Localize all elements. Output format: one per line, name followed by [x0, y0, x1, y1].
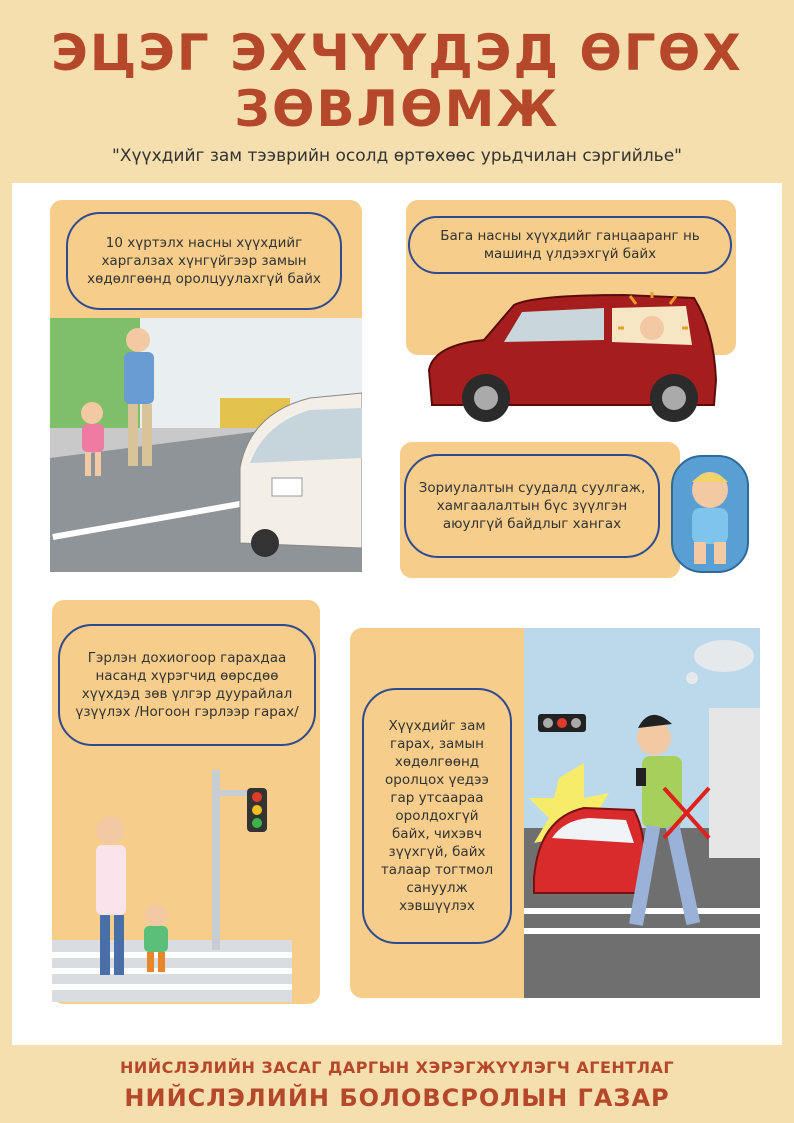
- poster-title-line2: ЗӨВЛӨМЖ: [234, 80, 560, 138]
- illustration-child-car-seat: [666, 450, 754, 578]
- poster-subtitle: "Хүүхдийг зам тээврийн осолд өртөхөөс урьдчилан сэргийлье": [112, 146, 682, 166]
- tip-bubble-1: 10 хүртэлх насны хүүхдийг харгалзах хүнгүйгээр замын хөдөлгөөнд оролцуулахгүй байх: [66, 212, 342, 310]
- illustration-crossing-traffic-light: [52, 770, 320, 1002]
- illustration-parent-child-walking: [50, 318, 362, 572]
- footer-department: НИЙСЛЭЛИЙН БОЛОВСРОЛЫН ГАЗАР: [124, 1084, 670, 1112]
- tip-bubble-3: Зориулалтын суудалд суулгаж, хамгаалалтын бүс зүүлгэн аюулгүй байдлыг хангах: [404, 454, 660, 558]
- tip-bubble-5: Хүүхдийг зам гарах, замын хөдөлгөөнд оролцох үедээ гар утсаараа оролдохгүй байх, чихэвч зүүхгүй, байх талаар тогтмол сануулж хэвшүүлэх: [362, 688, 512, 944]
- illustration-phone-distracted-crossing: [524, 628, 760, 998]
- tip-bubble-4: Гэрлэн дохиогоор гарахдаа насанд хүрэгчид өөрсдөө хүүхдэд зөв үлгэр дуурайлал үзүүлэх /Ногоон гэрлээр гарах/: [58, 624, 316, 746]
- tip-bubble-2: Бага насны хүүхдийг ганцааранг нь машинд үлдээхгүй байх: [408, 216, 732, 274]
- poster-title-line1: ЭЦЭГ ЭХЧҮҮДЭД ӨГӨХ: [51, 24, 743, 82]
- illustration-red-car-child: [424, 290, 724, 430]
- footer-agency: НИЙСЛЭЛИЙН ЗАСАГ ДАРГЫН ХЭРЭГЖҮҮЛЭГЧ АГЕНТЛАГ: [119, 1058, 675, 1077]
